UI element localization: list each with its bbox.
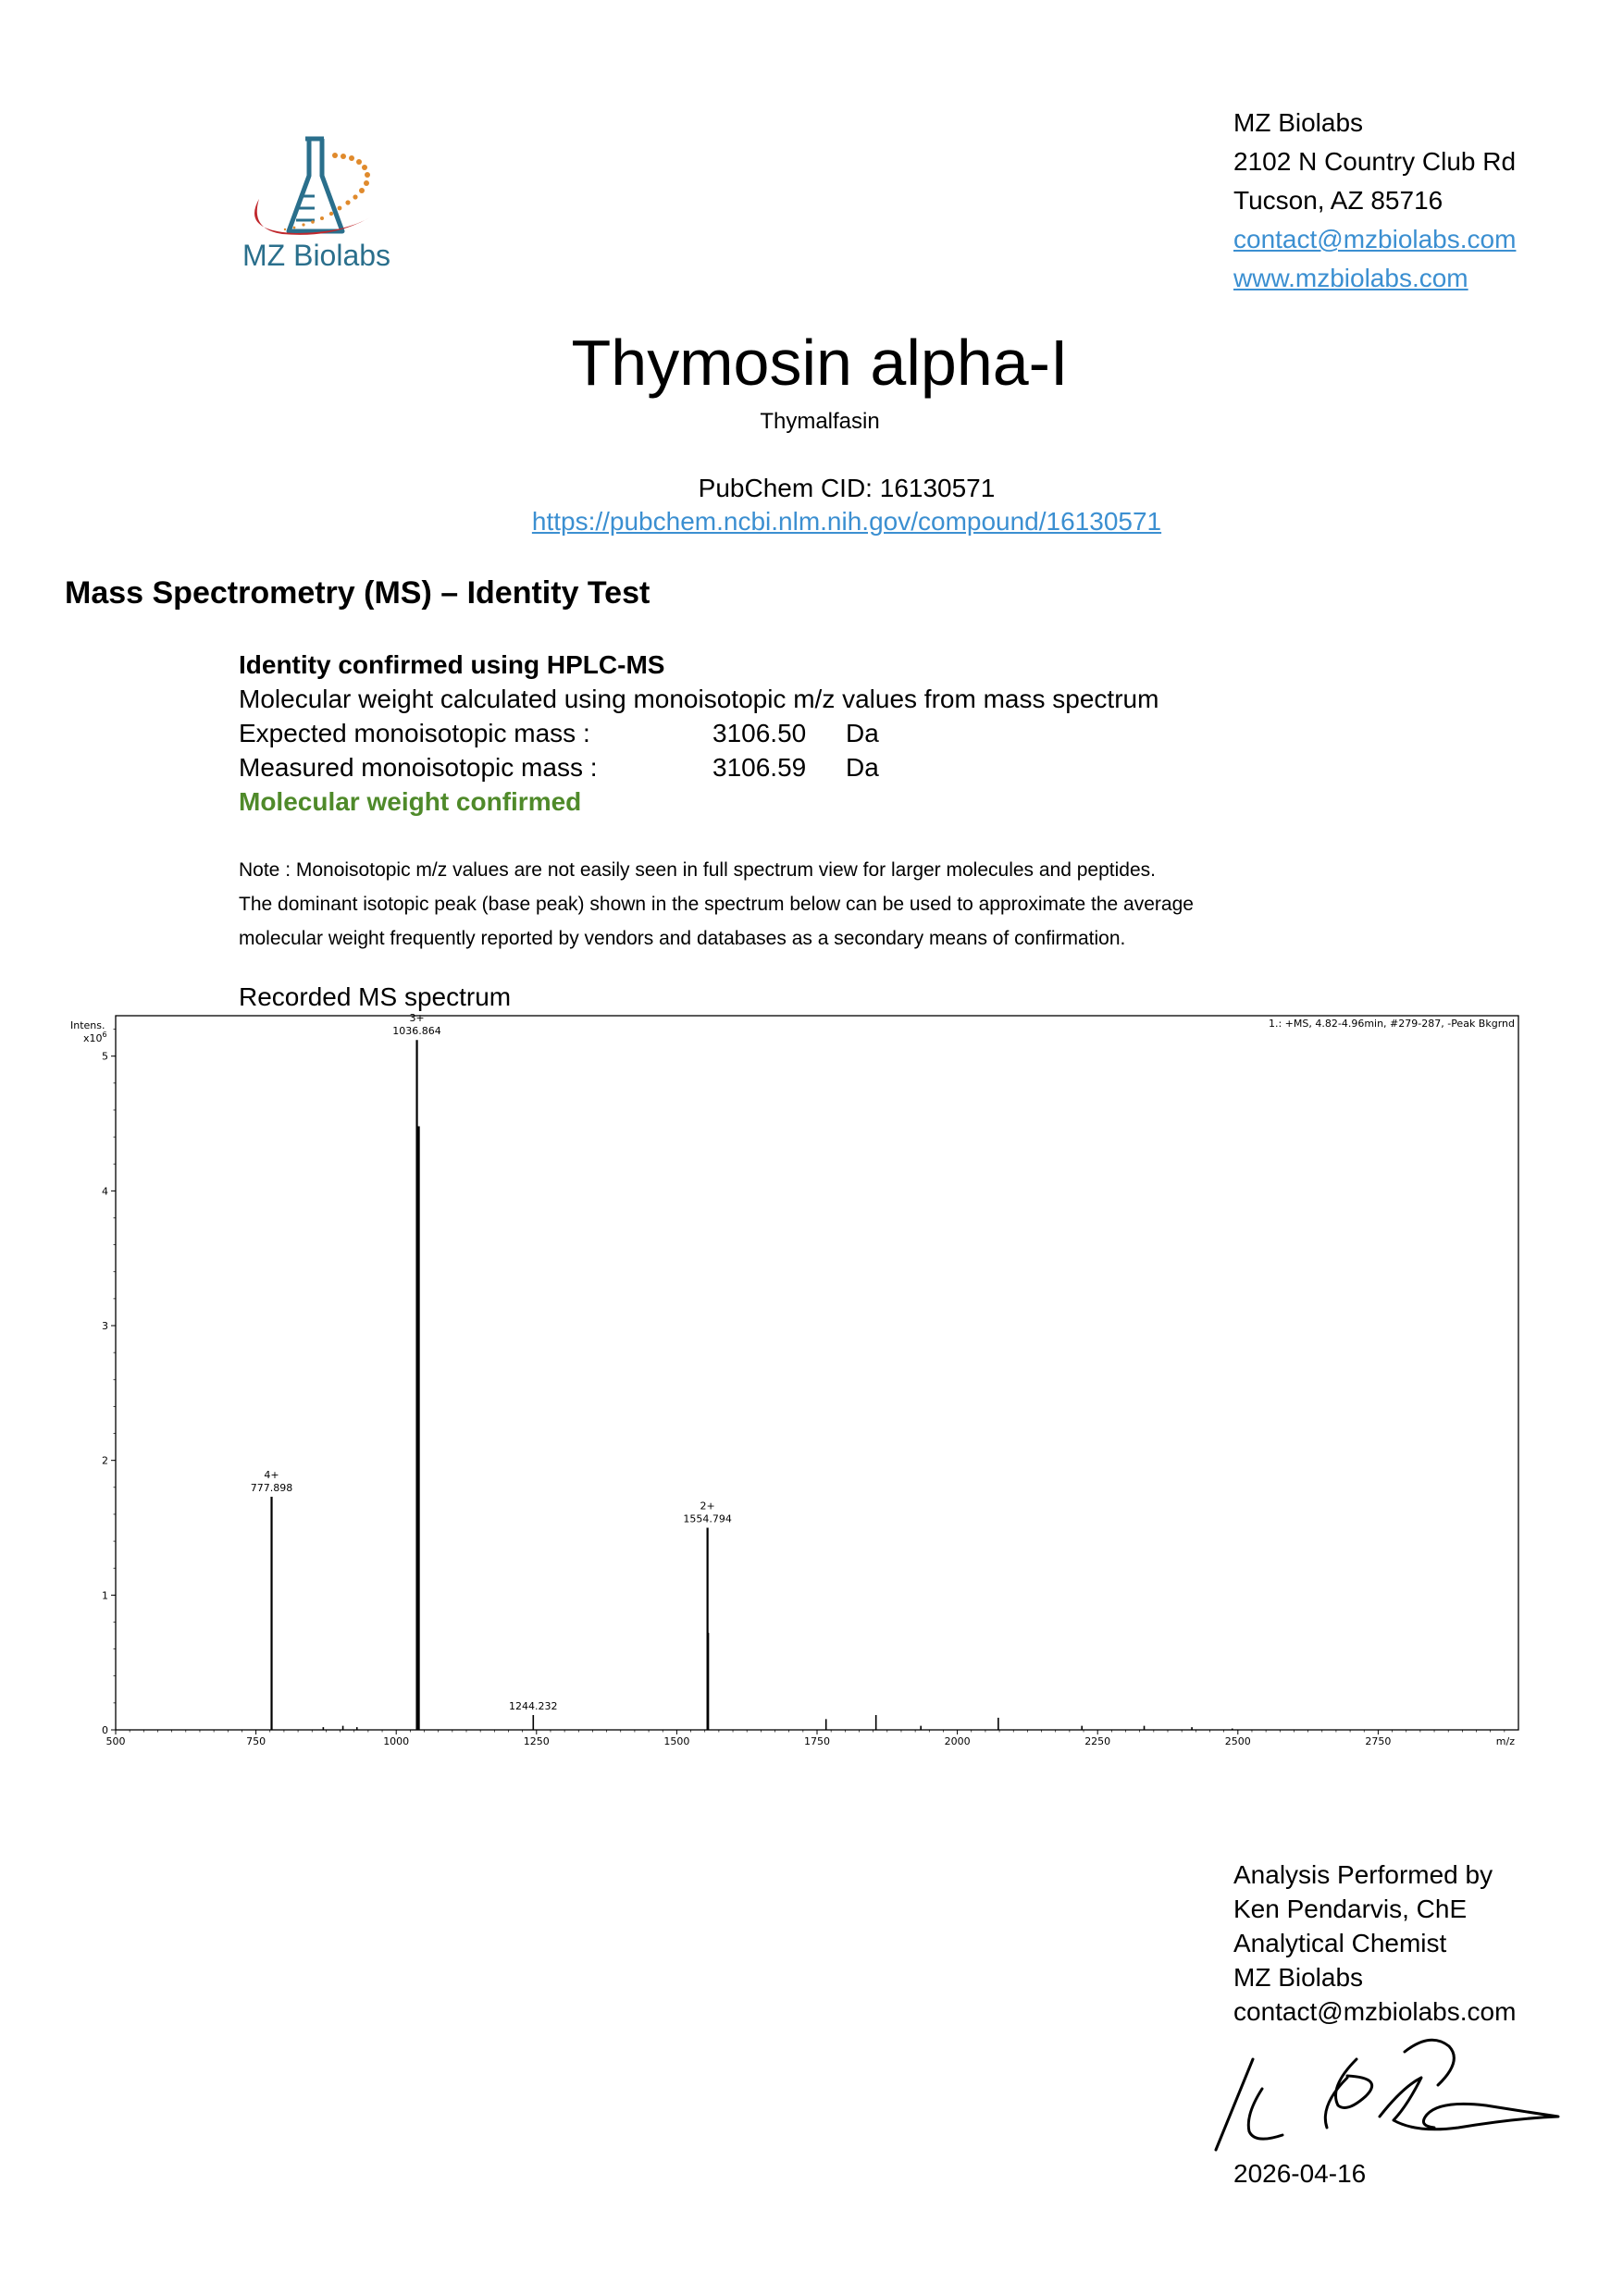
peak-mz-label: 1554.794 — [683, 1512, 732, 1525]
pubchem-link — [0, 507, 1623, 537]
signer-title: Analytical Chemist — [1233, 1929, 1447, 1957]
note-line-3: molecular weight frequently reported by vendors and databases as a secondary means of confirmation. — [239, 928, 1126, 949]
y-tick-label: 5 — [102, 1050, 108, 1063]
handwritten-signature — [1208, 2031, 1579, 2170]
expected-mass-label: Expected monoisotopic mass : — [239, 719, 590, 747]
website-link[interactable]: www.mzbiolabs.com — [1233, 264, 1468, 292]
expected-mass-value: 3106.50 — [712, 719, 807, 747]
address-block — [1233, 104, 1516, 298]
address-city: Tucson, AZ 85716 — [1233, 186, 1443, 215]
measured-mass-unit: Da — [846, 753, 879, 782]
y-tick-label: 1 — [102, 1589, 108, 1602]
expected-mass-unit: Da — [846, 719, 879, 747]
address-name: MZ Biolabs — [1233, 108, 1364, 137]
y-axis-scale: $x10^6$ — [83, 1031, 107, 1044]
measured-mass-row — [239, 750, 1158, 784]
x-tick-label: 2250 — [1084, 1735, 1111, 1747]
y-tick-label: 4 — [102, 1185, 108, 1198]
email-link[interactable]: contact@mzbiolabs.com — [1233, 225, 1517, 253]
spectrum-title: Recorded MS spectrum — [239, 982, 512, 1011]
peak-charge-label: 4+ — [264, 1469, 279, 1482]
chart-annotation: 1.: +MS, 4.82-4.96min, #279-287, -Peak Bkgrnd — [1268, 1018, 1515, 1030]
x-tick-label: 500 — [105, 1735, 126, 1747]
peak-mz-label: 1244.232 — [509, 1699, 558, 1712]
x-tick-label: 2000 — [944, 1735, 971, 1747]
x-tick-label: 1750 — [804, 1735, 830, 1747]
note-block — [239, 853, 1194, 956]
identity-heading: Identity confirmed using HPLC-MS — [239, 650, 665, 679]
peak-charge-label: 3+ — [409, 1012, 425, 1025]
x-tick-label: 1500 — [663, 1735, 690, 1747]
peak-mz-label: 1036.864 — [392, 1025, 441, 1038]
peak-mz-label: 777.898 — [250, 1482, 293, 1495]
identity-block — [239, 648, 1158, 819]
signer-name: Ken Pendarvis, ChE — [1233, 1895, 1468, 1923]
x-tick-label: 1250 — [523, 1735, 550, 1747]
flask-icon — [289, 139, 342, 231]
logo-text: MZ Biolabs — [242, 239, 391, 272]
page-title: Thymosin alpha-I — [571, 327, 1069, 399]
identity-method: Molecular weight calculated using monoisotopic m/z values from mass spectrum — [239, 685, 1159, 713]
note-line-2: The dominant isotopic peak (base peak) shown in the spectrum below can be used to approximate the average — [239, 894, 1194, 915]
measured-mass-label: Measured monoisotopic mass : — [239, 753, 598, 782]
result-confirmed: Molecular weight confirmed — [239, 787, 582, 816]
pubchem-cid: PubChem CID: 16130571 — [698, 474, 996, 502]
plot-frame — [116, 1016, 1518, 1730]
page-subtitle: Thymalfasin — [760, 409, 880, 434]
pubchem-url-link[interactable]: https://pubchem.ncbi.nlm.nih.gov/compound/16130571 — [531, 507, 1162, 536]
x-tick-label: 2500 — [1224, 1735, 1251, 1747]
signer-line-1: Analysis Performed by — [1233, 1860, 1493, 1889]
peak-charge-label: 2+ — [700, 1500, 715, 1512]
x-tick-label: 2750 — [1365, 1735, 1392, 1747]
x-tick-label: 1000 — [383, 1735, 410, 1747]
address-street: 2102 N Country Club Rd — [1233, 147, 1517, 176]
y-tick-label: 2 — [102, 1454, 108, 1467]
expected-mass-row — [239, 716, 1158, 750]
section-heading: Mass Spectrometry (MS) – Identity Test — [65, 575, 650, 611]
y-axis-label: Intens. — [70, 1019, 105, 1031]
note-line-1: Note : Monoisotopic m/z values are not easily seen in full spectrum view for larger molecules and peptides. — [239, 859, 1156, 881]
y-tick-label: 0 — [102, 1724, 108, 1736]
y-tick-label: 3 — [102, 1320, 108, 1333]
signer-org: MZ Biolabs — [1233, 1963, 1364, 1992]
signer-block — [1233, 1858, 1516, 2029]
signature-date: 2026-04-16 — [1233, 2159, 1367, 2188]
signer-email: contact@mzbiolabs.com — [1233, 1997, 1517, 2026]
x-axis-label: m/z — [1495, 1735, 1515, 1747]
x-tick-label: 750 — [246, 1735, 266, 1747]
measured-mass-value: 3106.59 — [712, 753, 807, 782]
ms-spectrum-chart — [57, 1012, 1529, 1754]
